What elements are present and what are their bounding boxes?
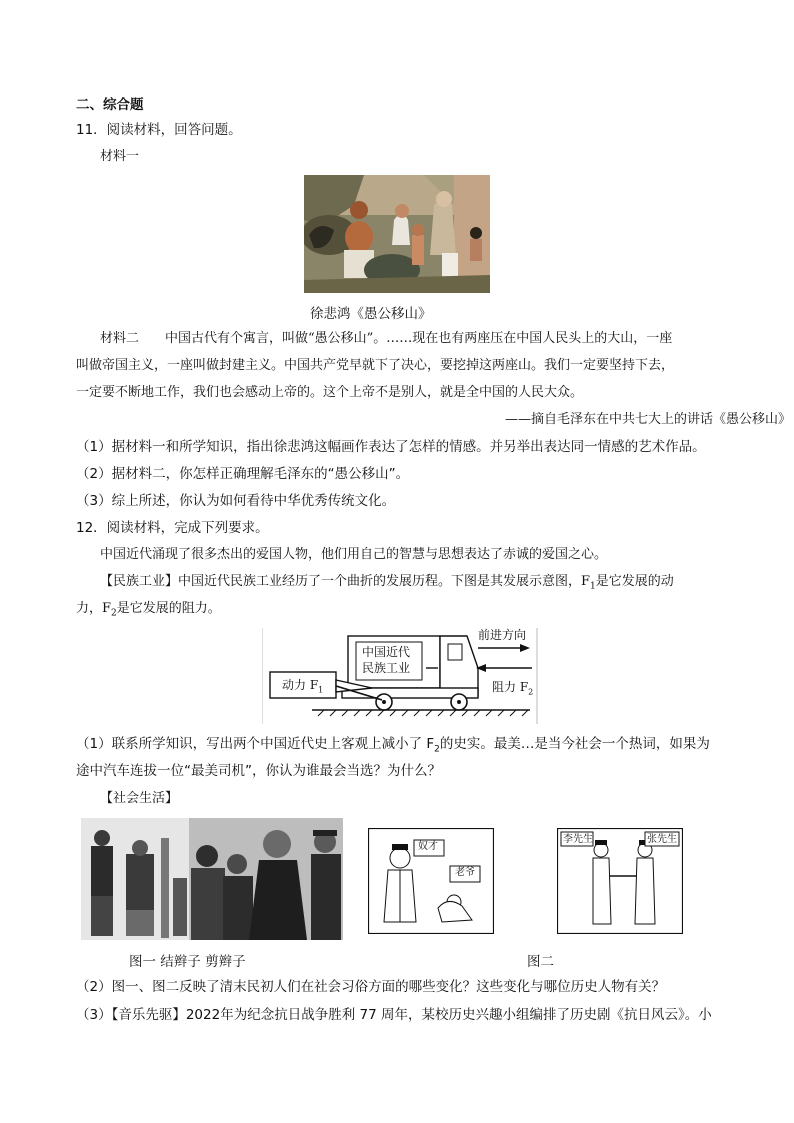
cartoon-label-zhang: 张先生: [647, 834, 677, 845]
material-2-line-2: 叫做帝国主义，一座叫做封建主义。中国共产党早就下了决心，要挖掉这两座山。我们一定要坚持下去，: [76, 358, 675, 373]
cartoon-label-laoye: 老爷: [455, 867, 475, 878]
q12-question-1-line-1: （1）联系所学知识，写出两个中国近代史上客观上减小了 $F_2$的史实。最美…是当今社会一个热词，如果为: [76, 736, 710, 755]
painting-caption: 徐悲鸿《愚公移山》: [310, 306, 432, 322]
cartoon-label-nucai: 奴才: [418, 841, 438, 852]
material-2-line-1: 材料二 中国古代有个寓言，叫做“愚公移山”。……现在也有两座压在中国人民头上的大山，一座: [100, 331, 673, 346]
q12-intro: 中国近代涌现了很多杰出的爱国人物，他们用自己的智慧与思想表达了赤诚的爱国之心。: [100, 547, 608, 562]
q11-question-2: （2）据材料二，你怎样正确理解毛泽东的“愚公移山”。: [76, 466, 410, 482]
figure-1-caption: 图一 结辫子 剪辫子: [129, 954, 246, 970]
q12-question-2: （2）图一、图二反映了清末民初人们在社会习俗方面的哪些变化？这些变化与哪位历史人物有关？: [76, 979, 666, 995]
q12-question-1-line-2: 途中汽车连拔一位“最美司机”，你认为谁最会当选？为什么？: [76, 763, 441, 779]
figure-2-caption: 图二: [527, 954, 554, 970]
q11-question-1: （1）据材料一和所学知识，指出徐悲鸿这幅画作表达了怎样的情感。并另举出表达同一情感的艺术作品。: [76, 439, 706, 455]
diagram-cargo-line-1: 中国近代: [362, 645, 411, 659]
material-2-source: ——摘自毛泽东在中共七大上的讲话《愚公移山》: [505, 412, 792, 427]
cartoon-label-li: 李先生: [563, 834, 593, 845]
industry-line-1: 【民族工业】中国近代民族工业经历了一个曲折的发展历程。下图是其发展示意图，$F_1$是它发展的动: [100, 574, 674, 592]
diagram-resist-label: 阻力 $F_2$: [492, 680, 534, 697]
section-title: 二、综合题: [76, 97, 144, 113]
q12-stem: 12．阅读材料，完成下列要求。: [76, 520, 269, 536]
q11-stem: 11．阅读材料，回答问题。: [76, 122, 242, 138]
social-life-label: 【社会生活】: [100, 791, 179, 806]
diagram-forward-label: 前进方向: [478, 628, 527, 642]
q11-question-3: （3）综上所述，你认为如何看待中华优秀传统文化。: [76, 493, 396, 509]
yugong-painting-image: [304, 175, 490, 293]
diagram-power-label: 动力 $F_1$: [282, 678, 324, 695]
q12-question-3: （3）【音乐先驱】2022年为纪念抗日战争胜利 77 周年，某校历史兴趣小组编排了历史剧《抗日风云》。小: [76, 1007, 712, 1023]
material-1-label: 材料一: [100, 149, 140, 164]
material-2-line-3: 一定要不断地工作，我们也会感动上帝的。这个上帝不是别人，就是全中国的人民大众。: [76, 385, 584, 400]
figure-1-photos: [81, 818, 343, 940]
industry-line-2: 力，$F_2$是它发展的阻力。: [76, 601, 221, 619]
diagram-cargo-line-2: 民族工业: [362, 661, 411, 675]
